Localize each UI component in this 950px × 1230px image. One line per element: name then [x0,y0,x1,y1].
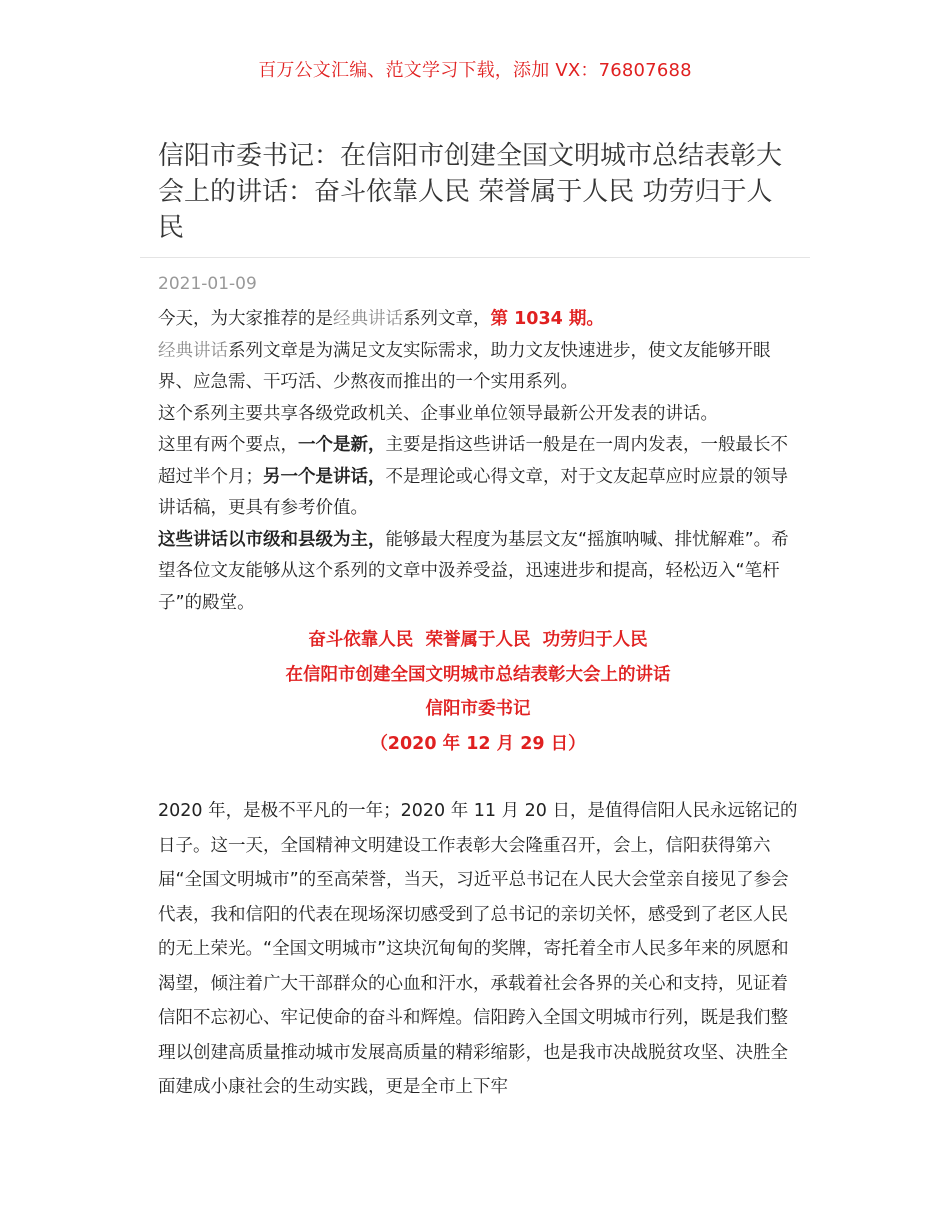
intro-p4-pre: 这里有两个要点， [158,435,298,455]
intro-p4-rest: 不是理论或心得文章，对于文友起草应时应景的领导讲话稿，更具有参考价值。 [158,466,788,518]
key-point-speech: 另一个是讲话， [263,466,386,487]
series-name: 经典讲话 [333,309,403,329]
intro-p4-mid: 主要是指这些讲话一般是在一周内发表，一般最长不超过半个月； [158,435,788,487]
series-name: 经典讲话 [158,340,228,361]
key-point-level: 这些讲话以市级和县级为主， [158,529,386,550]
speaker: 信阳市委书记 [425,699,531,719]
intro-p2-rest: 系列文章是为满足文友实际需求，助力文友快速进步，使文友能够开眼界、应急需、干巧活、少熬夜而推出的一个实用系列。 [158,340,771,392]
intro-paragraph-1 [158,304,798,336]
promo-banner: 百万公文汇编、范文学习下载，添加 VX：76807688 [258,60,692,81]
speech-body-paragraph: 2020 年，是极不平凡的一年；2020 年 11 月 20 日，是值得信阳人民永远铭记的日子。这一天，全国精神文明建设工作表彰大会隆重召开，会上，信阳获得第六届“全国文明城市”的至高荣誉，当天，习近平总书记在人民大会堂亲自接见了参会代表，我和信阳的代表在现场深切感受到了总书记的亲切关怀，感受到了老区人民的无上荣光。“全国文明城市”这块沉甸甸的奖牌，寄托着全市人民多年来的夙愿和渴望，倾注着广大干部群众的心血和汗水，承载着社会各界的关心和支持，见证着信阳不忘初心、牢记使命的奋斗和辉煌。信阳跨入全国文明城市行列，既是我们整理以创建高质量推动城市发展高质量的精彩缩影，也是我市决战脱贫攻坚、决胜全面建成小康社会的生动实践，更是全市上下牢 [158,801,798,1097]
intro-p1-pre: 今天，为大家推荐的是 [158,309,333,329]
intro-section [158,304,798,619]
publish-date: 2021-01-09 [158,274,257,294]
speech-title: 在信阳市创建全国文明城市总结表彰大会上的讲话 [285,664,671,685]
article-title: 信阳市委书记：在信阳市创建全国文明城市总结表彰大会上的讲话：奋斗依靠人民 荣誉属于人民 功劳归于人民 [158,141,783,243]
intro-paragraph-4 [158,430,798,525]
intro-paragraph-2 [158,336,798,399]
issue-number: 第 1034 期。 [490,309,604,329]
intro-paragraph-5 [158,525,798,620]
speech-heading [158,623,798,761]
intro-p5-rest: 能够最大程度为基层文友“摇旗呐喊、排忧解难”。希望各位文友能够从这个系列的文章中汲养受益，迅速进步和提高，轻松迈入“笔杆子”的殿堂。 [158,529,789,613]
key-point-new: 一个是新， [298,435,386,455]
speech-date: （2020 年 12 月 29 日） [370,733,586,754]
speech-slogan: 奋斗依靠人民 荣誉属于人民 功劳归于人民 [308,630,648,650]
title-divider [140,257,810,258]
intro-p1-mid: 系列文章， [403,309,491,329]
intro-paragraph-3: 这个系列主要共享各级党政机关、企事业单位领导最新公开发表的讲话。 [158,403,718,424]
